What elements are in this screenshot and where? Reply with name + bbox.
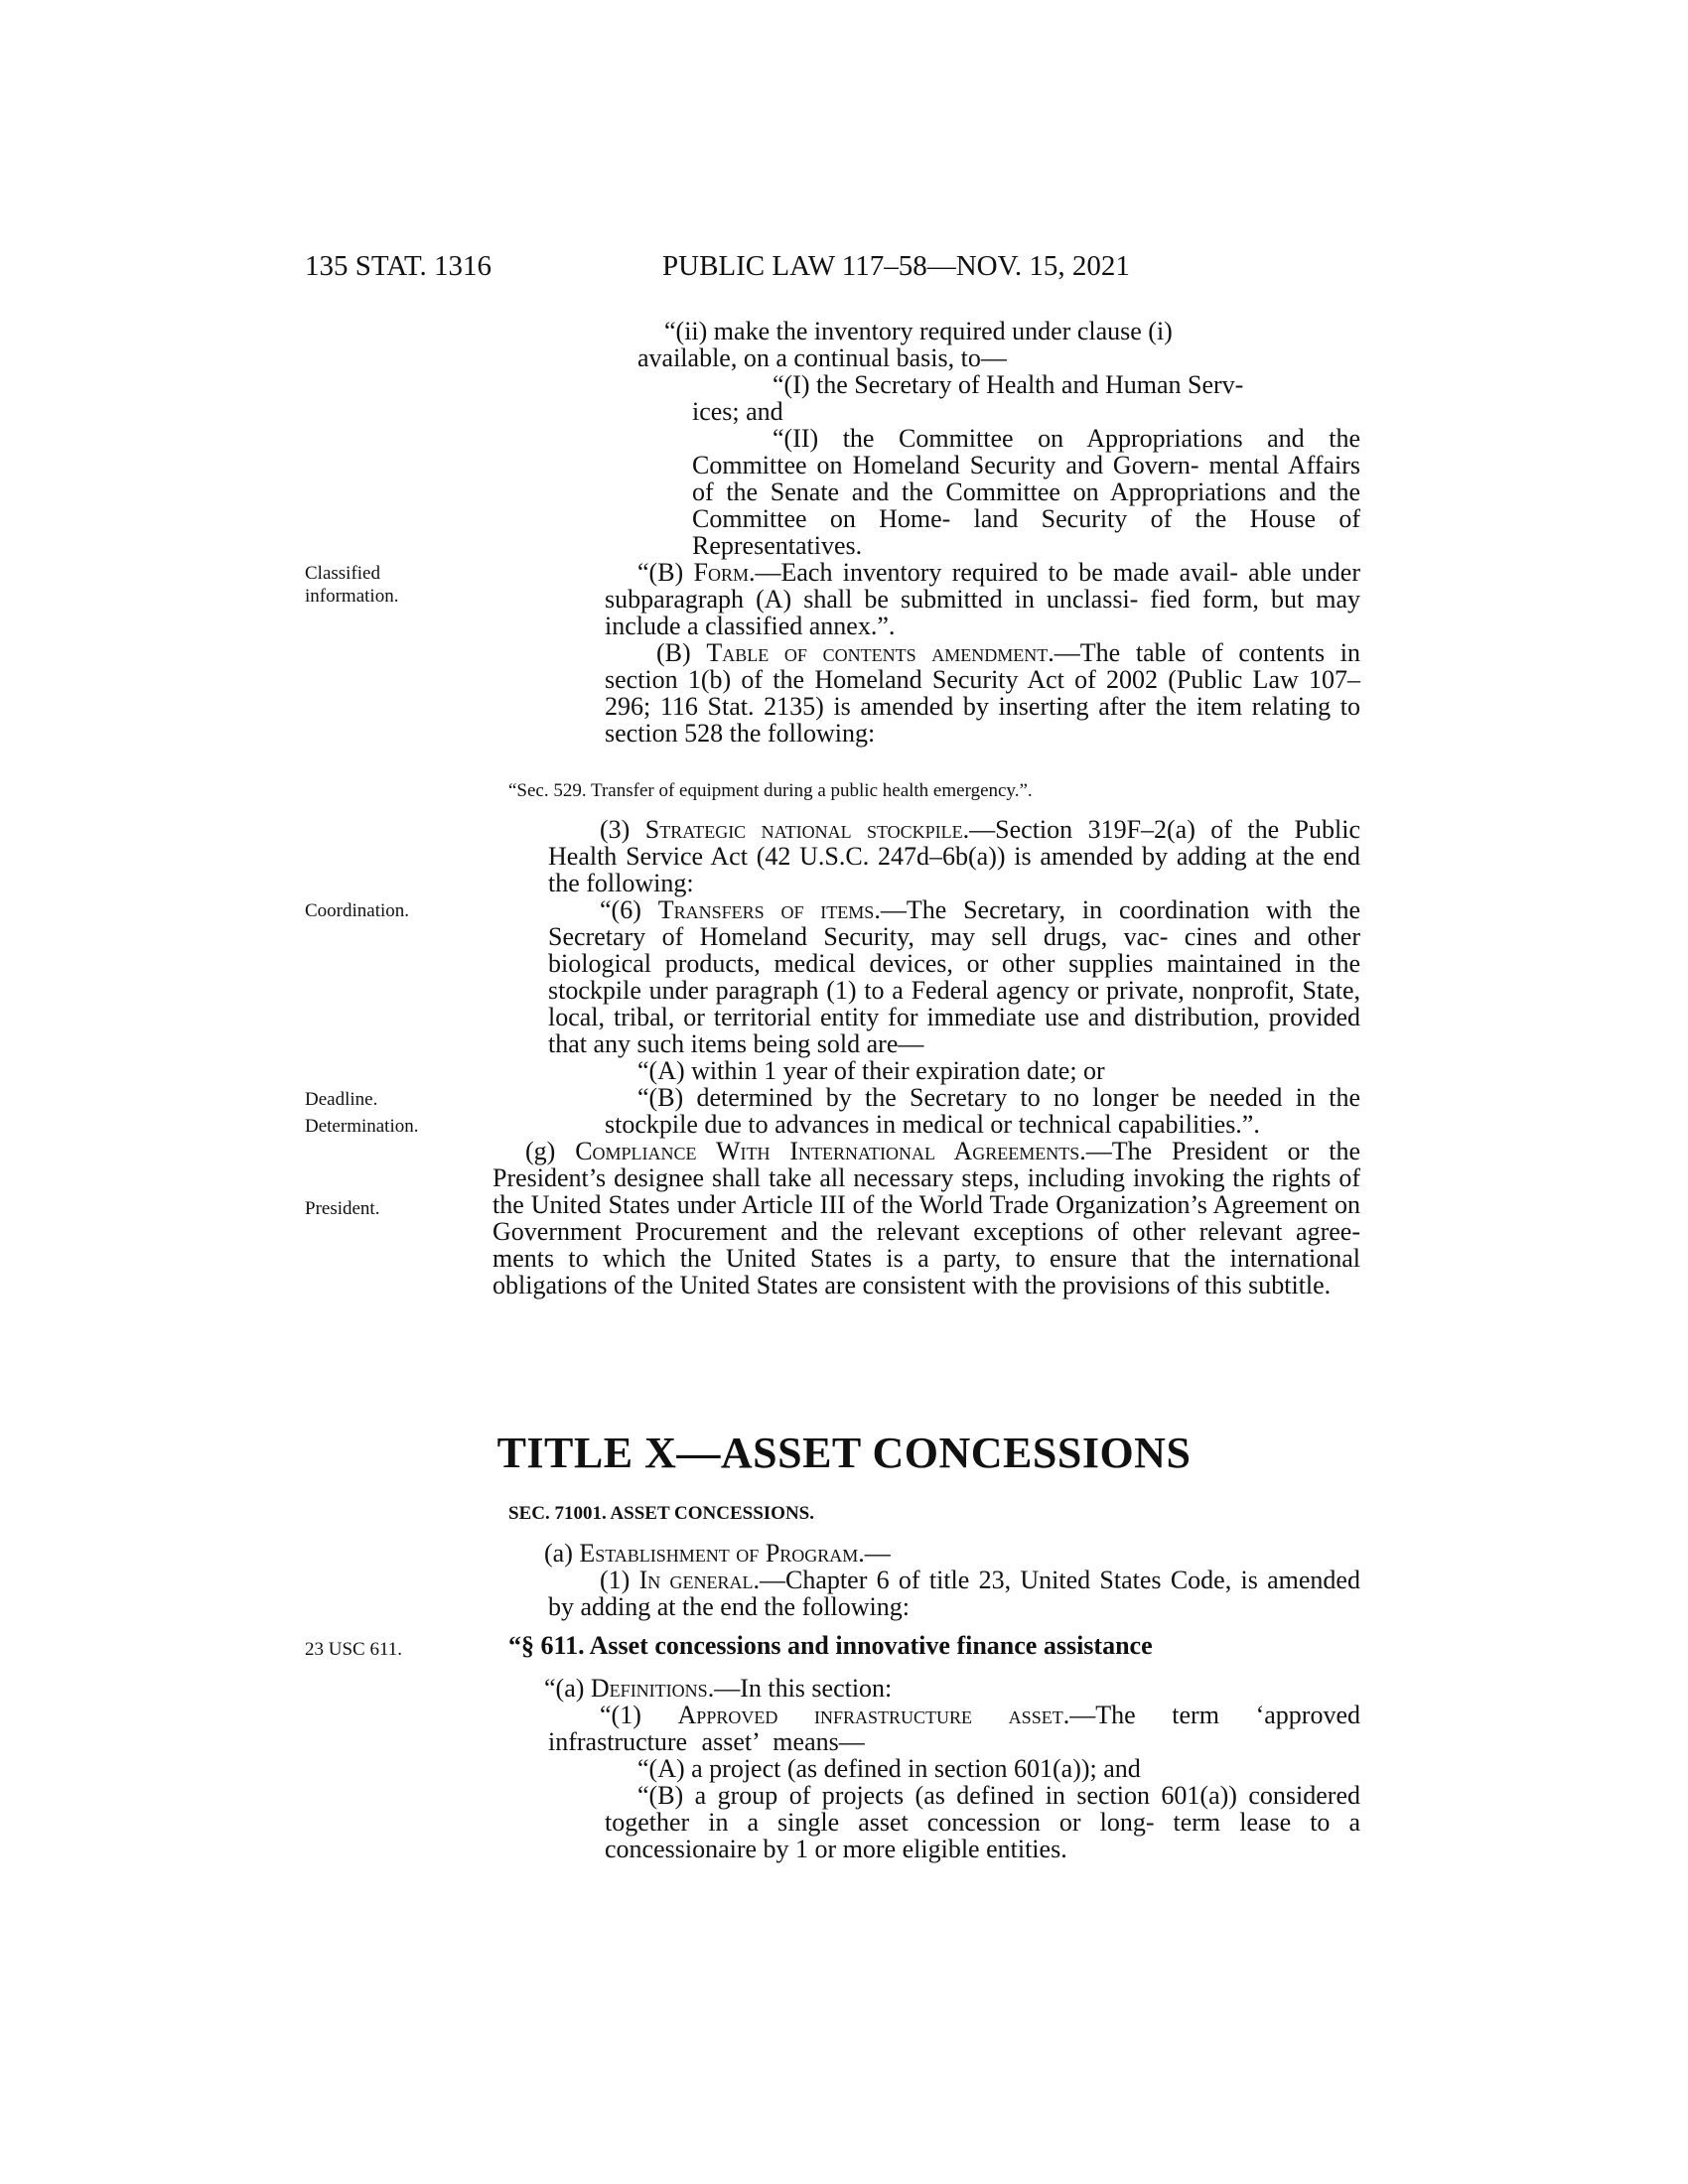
margin-note-president: President. xyxy=(305,1198,380,1219)
paragraph-6-transfers-of-items: “(6) Transfers of items.—The Secretary, in coordination with the Secretary of Homeland Security, may sell drugs, vac- cines and other biological products, medical devices, or other supplies maintained in the stockpile under paragraph (1) to a Federal agency or private, nonprofit, State, local, tribal, or territorial entity for immediate use and distribution, provided that any such items being sold are— xyxy=(548,895,1361,1058)
toc-item-sec-529: “Sec. 529. Transfer of equipment during a public health emergency.”. xyxy=(508,780,1033,801)
clause-ii: “(ii) make the inventory required under clause (i) xyxy=(664,317,1173,345)
clause-ii-continuation: available, on a continual basis, to— xyxy=(637,343,1007,372)
subparagraph-B-table-of-contents: (B) Table of contents amendment.—The table of contents in section 1(b) of the Homeland Security Act of 2002 (Public Law 107–296; 116 Stat. 2135) is amended by inserting after the item relating to section 528 the following: xyxy=(605,638,1360,748)
body-upper xyxy=(492,318,1360,747)
definition-A-project: “(A) a project (as defined in section 601(a)); and xyxy=(637,1754,1141,1783)
body-section-71001 xyxy=(492,1540,1360,1620)
item-B-determined: “(B) determined by the Secretary to no longer be needed in the stockpile due to advances in medical or technical capabilities.”. xyxy=(605,1083,1360,1139)
title-heading: TITLE X—ASSET CONCESSIONS xyxy=(496,1429,1192,1477)
subclause-I-continuation: ices; and xyxy=(692,397,783,426)
section-heading: SEC. 71001. ASSET CONCESSIONS. xyxy=(508,1503,814,1524)
subclause-II: “(II) the Committee on Appropriations and the Committee on Homeland Security and Govern- mental Affairs of the Senate and the Committee on Appropriations and the Committee on Home- land Security of the House of Representatives. xyxy=(692,424,1360,560)
paragraph-3-strategic-national-stockpile: (3) Strategic national stockpile.—Section 319F–2(a) of the Public Health Service Act (42 U.S.C. 247d–6b(a)) is amended by adding at the end the following: xyxy=(548,815,1360,897)
subparagraph-B-form: “(B) Form.—Each inventory required to be made avail- able under subparagraph (A) shall be submitted in unclassi- fied form, but may include a classified annex.”. xyxy=(605,558,1360,640)
subclause-I: “(I) the Secretary of Health and Human Serv- xyxy=(773,370,1244,399)
margin-note-classified-information: Classified information. xyxy=(305,563,399,607)
margin-note-usc-citation: 23 USC 611. xyxy=(305,1639,403,1660)
margin-note-deadline: Deadline. xyxy=(305,1089,378,1110)
definition-B-group-of-projects: “(B) a group of projects (as defined in section 601(a)) considered together in a single asset concession or long- term lease to a concessionaire by 1 or more eligible entities. xyxy=(605,1781,1360,1863)
public-law-citation: PUBLIC LAW 117–58—NOV. 15, 2021 xyxy=(662,250,1130,282)
body-section-611 xyxy=(492,1675,1360,1862)
subsection-a-definitions: “(a) Definitions.—In this section: xyxy=(544,1674,893,1703)
item-A-expiration: “(A) within 1 year of their expiration date; or xyxy=(637,1056,1105,1085)
margin-note-coordination: Coordination. xyxy=(305,900,410,921)
subsection-a-establishment: (a) Establishment of Program.— xyxy=(544,1539,891,1568)
statute-page-number: 135 STAT. 1316 xyxy=(305,250,492,282)
paragraph-1-in-general: (1) In general.—Chapter 6 of title 23, United States Code, is amended by adding at the end the following: xyxy=(548,1566,1360,1621)
section-611-heading: “§ 611. Asset concessions and innovative finance assistance xyxy=(508,1631,1153,1660)
margin-note-determination: Determination. xyxy=(305,1116,419,1137)
subsection-g-compliance: (g) Compliance With International Agreements.—The President or the President’s designee shall take all necessary steps, including invoking the rights of the United States under Article III of the World Trade Organization’s Agreement on Government Procurement and the relevant exceptions of other relevant agree- ments to which the United States is a party, to ensure that the international obligations of the United States are consistent with the provisions of this subtitle. xyxy=(492,1137,1360,1299)
definition-1-approved-infrastructure-asset: “(1) Approved infrastructure asset.—The term ‘approved infrastructure asset’ means— xyxy=(548,1701,1361,1756)
body-middle xyxy=(492,816,1360,1298)
page-header xyxy=(0,250,1688,290)
